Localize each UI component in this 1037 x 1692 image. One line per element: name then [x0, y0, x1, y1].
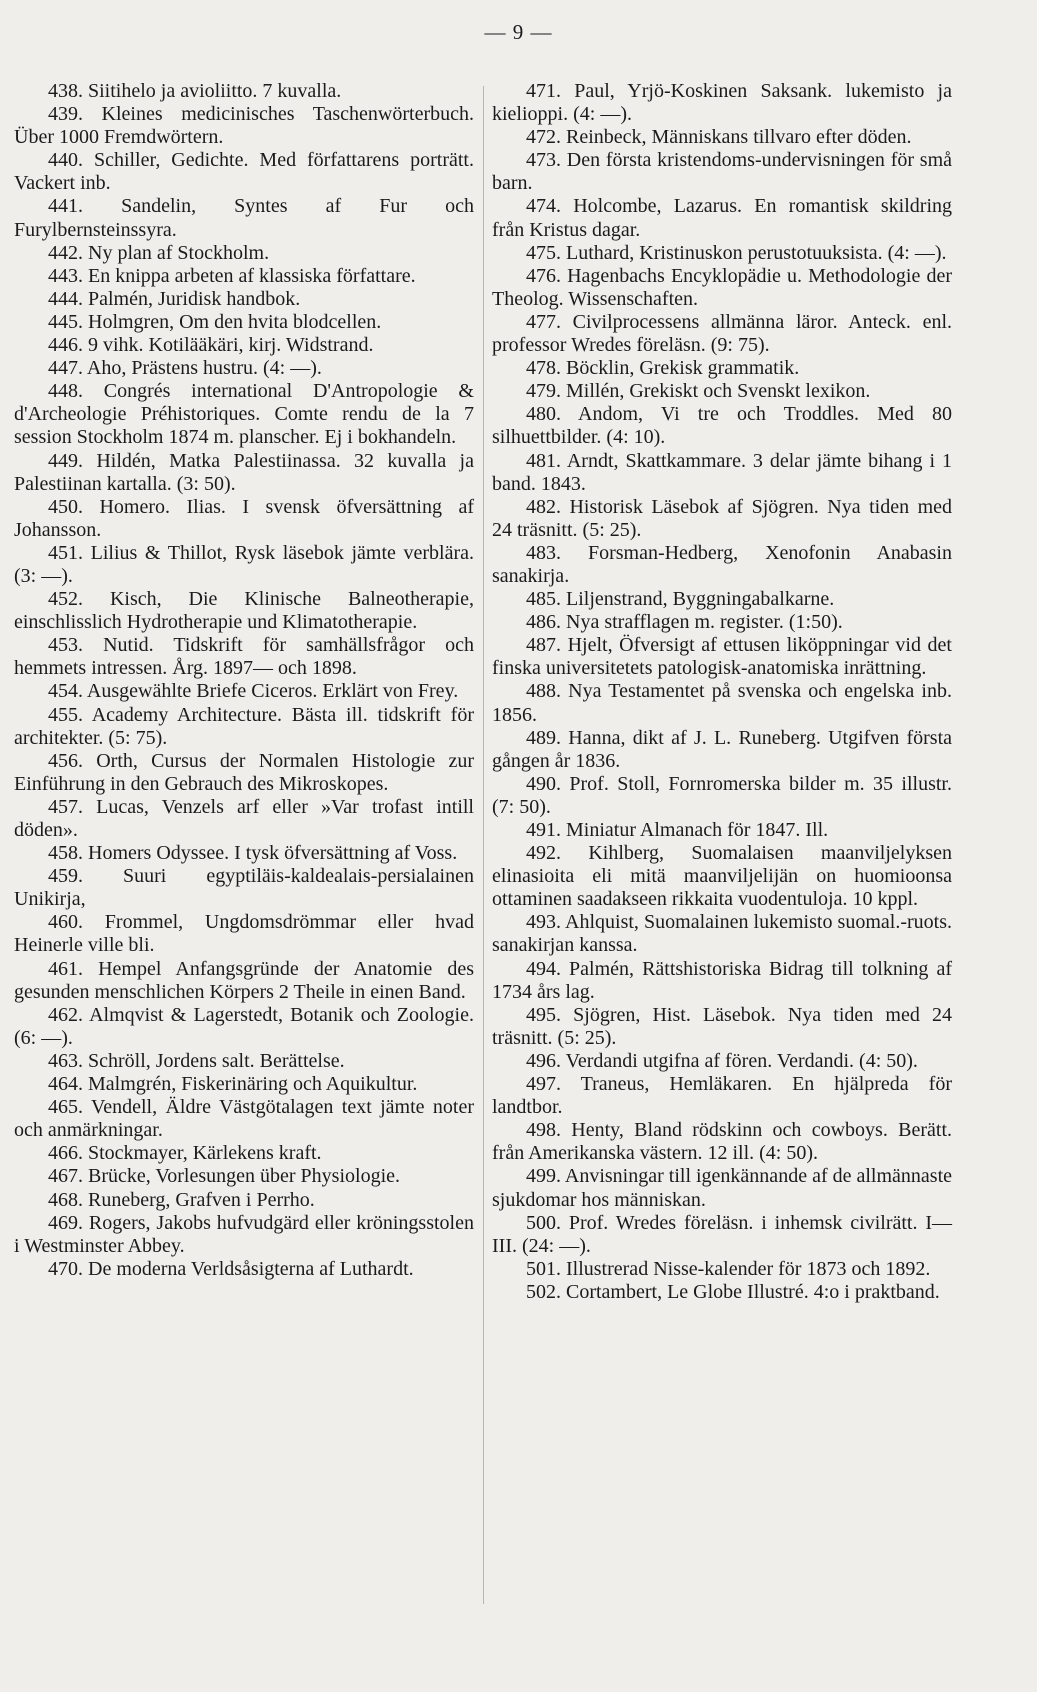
catalog-entry: 497. Traneus, Hemläkaren. En hjälpreda för landtbor. [492, 1073, 952, 1119]
catalog-entry: 460. Frommel, Ungdomsdrömmar eller hvad Heinerle ville bli. [14, 911, 474, 957]
catalog-entry: 482. Historisk Läsebok af Sjögren. Nya tiden med 24 träsnitt. (5: 25). [492, 495, 952, 541]
catalog-entry: 449. Hildén, Matka Palestiinassa. 32 kuvalla ja Palestiinan kartalla. (3: 50). [14, 449, 474, 495]
catalog-entry: 454. Ausgewählte Briefe Ciceros. Erklärt von Frey. [48, 680, 459, 703]
column-divider [483, 86, 484, 1604]
catalog-entry: 489. Hanna, dikt af J. L. Runeberg. Utgifven första gången år 1836. [492, 726, 952, 772]
catalog-entry: 500. Prof. Wredes föreläsn. i inhemsk civilrätt. I—III. (24: —). [492, 1211, 952, 1257]
catalog-entry: 466. Stockmayer, Kärlekens kraft. [48, 1142, 322, 1165]
catalog-entry: 467. Brücke, Vorlesungen über Physiologie. [48, 1165, 401, 1188]
catalog-entry: 464. Malmgrén, Fiskerinäring och Aquikultur. [48, 1073, 418, 1096]
catalog-entry: 453. Nutid. Tidskrift för samhällsfrågor och hemmets intressen. Årg. 1897— och 1898. [14, 634, 474, 680]
catalog-entry: 483. Forsman-Hedberg, Xenofonin Anabasin sanakirja. [492, 541, 952, 587]
catalog-entry: 479. Millén, Grekiskt och Svenskt lexikon. [526, 380, 871, 403]
catalog-entry: 457. Lucas, Venzels arf eller »Var trofast intill döden». [14, 795, 474, 841]
catalog-entry: 492. Kihlberg, Suomalaisen maanviljelyksen elinasioita eli mitä maanviljelijän on huomioonsa ottaminen saadakseen rikkaita vuodentuloja. 10 kppl. [492, 842, 952, 911]
catalog-entry: 441. Sandelin, Syntes af Fur och Furylbernsteinssyra. [14, 195, 474, 241]
catalog-entry: 475. Luthard, Kristinuskon perustotuuksista. (4: —). [526, 241, 947, 264]
catalog-entry: 447. Aho, Prästens hustru. (4: —). [48, 357, 322, 380]
catalog-entry: 470. De moderna Verldsåsigterna af Luthardt. [48, 1257, 414, 1280]
catalog-entry: 474. Holcombe, Lazarus. En romantisk skildring från Kristus dagar. [492, 195, 952, 241]
catalog-entry: 456. Orth, Cursus der Normalen Histologie zur Einführung in den Gebrauch des Mikroskopes. [14, 749, 474, 795]
catalog-entry: 439. Kleines medicinisches Taschenwörterbuch. Über 1000 Fremdwörtern. [14, 103, 474, 149]
catalog-entry: 473. Den första kristendoms-undervisningen för små barn. [492, 149, 952, 195]
catalog-entry: 452. Kisch, Die Klinische Balneotherapie, einschlisslich Hydrotherapie und Klimatotherapie. [14, 588, 474, 634]
catalog-entry: 490. Prof. Stoll, Fornromerska bilder m. 35 illustr. (7: 50). [492, 772, 952, 818]
catalog-entry: 442. Ny plan af Stockholm. [48, 241, 270, 264]
catalog-entry: 502. Cortambert, Le Globe Illustré. 4:o i praktband. [526, 1280, 940, 1303]
right-column [492, 80, 952, 1304]
catalog-entry: 493. Ahlquist, Suomalainen lukemisto suomal.-ruots. sanakirjan kanssa. [492, 911, 952, 957]
catalog-entry: 444. Palmén, Juridisk handbok. [48, 287, 301, 310]
catalog-entry: 472. Reinbeck, Människans tillvaro efter döden. [526, 126, 912, 149]
catalog-entry: 468. Runeberg, Grafven i Perrho. [48, 1188, 315, 1211]
catalog-entry: 477. Civilprocessens allmänna läror. Anteck. enl. professor Wredes föreläsn. (9: 75). [492, 310, 952, 357]
catalog-entry: 499. Anvisningar till igenkännande af de allmännaste sjukdomar hos människan. [492, 1165, 952, 1211]
catalog-entry: 487. Hjelt, Öfversigt af ettusen liköppningar vid det finska universitetets patologisk-anatomiska inrättning. [492, 634, 952, 680]
left-column [14, 80, 474, 1281]
catalog-entry: 488. Nya Testamentet på svenska och engelska inb. 1856. [492, 680, 952, 726]
catalog-entry: 459. Suuri egyptiläis-kaldealais-persialainen Unikirja, [14, 865, 474, 911]
catalog-entry: 501. Illustrerad Nisse-kalender för 1873 och 1892. [526, 1257, 931, 1280]
catalog-entry: 438. Siitihelo ja avioliitto. 7 kuvalla. [48, 80, 342, 102]
catalog-entry: 471. Paul, Yrjö-Koskinen Saksank. lukemisto ja kielioppi. (4: —). [492, 80, 952, 126]
catalog-entry: 461. Hempel Anfangsgründe der Anatomie des gesunden menschlichen Körpers 2 Theile in einen Band. [14, 957, 474, 1003]
catalog-entry: 495. Sjögren, Hist. Läsebok. Nya tiden med 24 träsnitt. (5: 25). [492, 1003, 952, 1049]
catalog-entry: 463. Schröll, Jordens salt. Berättelse. [48, 1049, 345, 1072]
catalog-entry: 450. Homero. Ilias. I svensk öfversättning af Johansson. [14, 495, 474, 541]
catalog-entry: 469. Rogers, Jakobs hufvudgärd eller kröningsstolen i Westminster Abbey. [14, 1211, 474, 1257]
catalog-entry: 458. Homers Odyssee. I tysk öfversättning af Voss. [48, 842, 458, 865]
catalog-entry: 443. En knippa arbeten af klassiska författare. [48, 264, 416, 287]
catalog-entry: 485. Liljenstrand, Byggningabalkarne. [526, 588, 835, 611]
catalog-entry: 446. 9 vihk. Kotilääkäri, kirj. Widstrand. [48, 334, 374, 357]
catalog-entry: 498. Henty, Bland rödskinn och cowboys. Berätt. från Amerikanska västern. 12 ill. (4: 50). [492, 1119, 952, 1165]
catalog-entry: 465. Vendell, Äldre Västgötalagen text jämte noter och anmärkningar. [14, 1096, 474, 1142]
catalog-entry: 491. Miniatur Almanach för 1847. Ill. [526, 819, 829, 841]
catalog-entry: 476. Hagenbachs Encyklopädie u. Methodologie der Theolog. Wissenschaften. [492, 264, 952, 310]
catalog-entry: 462. Almqvist & Lagerstedt, Botanik och Zoologie. (6: —). [14, 1003, 474, 1049]
catalog-entry: 440. Schiller, Gedichte. Med författarens porträtt. Vackert inb. [14, 149, 474, 195]
catalog-entry: 481. Arndt, Skattkammare. 3 delar jämte bihang i 1 band. 1843. [492, 449, 952, 495]
catalog-entry: 455. Academy Architecture. Bästa ill. tidskrift för architekter. (5: 75). [14, 703, 474, 749]
catalog-entry: 448. Congrés international D'Antropologie & d'Archeologie Préhistoriques. Comte rendu de la 7 session Stockholm 1874 m. planscher. Ej i bokhandeln. [14, 380, 474, 449]
catalog-entry: 486. Nya strafflagen m. register. (1:50). [526, 611, 843, 634]
catalog-entry: 445. Holmgren, Om den hvita blodcellen. [48, 310, 382, 333]
catalog-entry: 480. Andom, Vi tre och Troddles. Med 80 silhuettbilder. (4: 10). [492, 403, 952, 449]
catalog-entry: 494. Palmén, Rättshistoriska Bidrag till tolkning af 1734 års lag. [492, 957, 952, 1003]
catalog-entry: 478. Böcklin, Grekisk grammatik. [526, 357, 800, 380]
catalog-entry: 496. Verdandi utgifna af fören. Verdandi. (4: 50). [526, 1049, 918, 1072]
catalog-entry: 451. Lilius & Thillot, Rysk läsebok jämte verblära. (3: —). [14, 541, 474, 587]
page-number: — 9 — [484, 20, 553, 44]
